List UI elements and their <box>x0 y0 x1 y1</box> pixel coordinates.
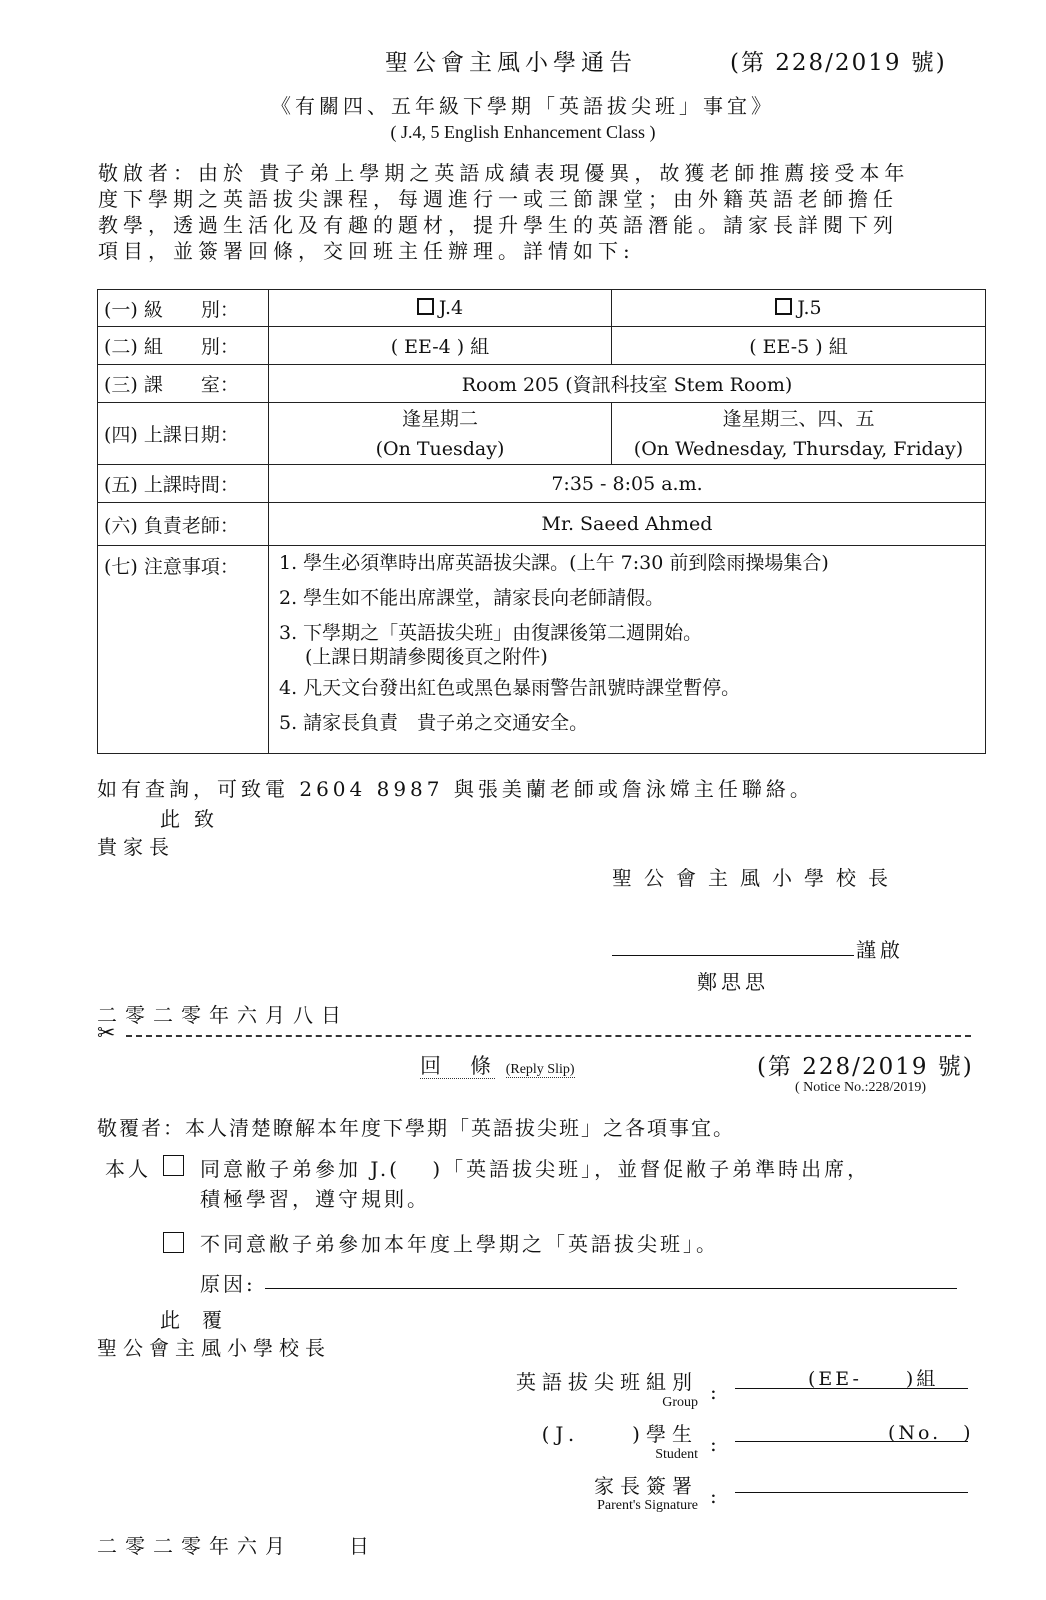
notice-date: 二零二零年六月八日 <box>97 1003 349 1027</box>
notice-title: 聖公會主風小學通告 <box>385 50 637 76</box>
table-row <box>98 503 986 546</box>
scissors-icon: ✂ <box>97 1021 116 1046</box>
grade-j4-cell: J.4 <box>269 290 612 327</box>
agree-option-text: 同意敝子弟參加 J.( )「英語拔尖班」，並督促敝子弟準時出席， <box>200 1157 871 1181</box>
disagree-option-text: 不同意敝子弟參加本年度上學期之「英語拔尖班」。 <box>200 1232 719 1256</box>
colon: : <box>710 1380 717 1404</box>
group-label: 英語拔尖班組別 <box>516 1370 698 1394</box>
date-j5-cell: 逢星期三、四、五 (On Wednesday, Thursday, Friday) <box>612 403 986 465</box>
table-row <box>98 465 986 503</box>
principal-signature-line <box>612 955 854 956</box>
group-j4-cell: ( EE-4 ) 組 <box>269 327 612 365</box>
colon: : <box>710 1484 717 1508</box>
reply-notice-number: (第 228/2019 號) <box>757 1054 974 1080</box>
intro-line: 度下學期之英語拔尖課程，每週進行一或三節課堂；由外籍英語老師擔任 <box>98 187 898 211</box>
row-label: (六) 負責老師： <box>98 503 269 546</box>
table-row <box>98 290 986 327</box>
room-cell: Room 205 (資訊科技室 Stem Room) <box>269 365 986 403</box>
reply-addressee: 聖公會主風小學校長 <box>97 1336 331 1360</box>
acknowledgement-text: 敬覆者：本人清楚瞭解本年度下學期「英語拔尖班」之各項事宜。 <box>97 1116 735 1140</box>
note-item: 5. 請家長負責 貴子弟之交通安全。 <box>279 712 589 734</box>
notice-subtitle: 《有關四、五年級下學期「英語拔尖班」事宜》 <box>271 94 775 118</box>
table-row <box>98 327 986 365</box>
principal-title: 聖公會主風小學校長 <box>612 866 900 890</box>
reply-salutation: 此覆 <box>160 1308 244 1332</box>
addressee: 貴家長 <box>97 835 175 859</box>
grade-j5-cell: J.5 <box>612 290 986 327</box>
notes-cell <box>269 546 986 754</box>
notice-number: (第 228/2019 號) <box>730 50 947 76</box>
group-label-en: Group <box>662 1395 698 1410</box>
notice-subtitle-en: ( J.4, 5 English Enhancement Class ) <box>390 122 656 142</box>
student-value: (No. ) <box>888 1422 974 1444</box>
signoff: 謹啟 <box>856 938 904 962</box>
note-item: 3. 下學期之「英語拔尖班」由復課後第二週開始。 <box>279 622 703 644</box>
disagree-checkbox[interactable] <box>163 1232 184 1253</box>
agree-option-text-2: 積極學習，遵守規則。 <box>200 1187 430 1211</box>
row-label: (三) 課 室： <box>98 365 269 403</box>
group-j5-cell: ( EE-5 ) 組 <box>612 327 986 365</box>
row-label: (一) 級 別： <box>98 290 269 327</box>
salutation: 此致 <box>160 807 228 831</box>
table-row <box>98 365 986 403</box>
time-cell: 7:35 - 8:05 a.m. <box>269 465 986 503</box>
benren-label: 本人 <box>105 1157 151 1181</box>
date-j4-cell: 逢星期二 (On Tuesday) <box>269 403 612 465</box>
note-item: (上課日期請參閱後頁之附件) <box>305 646 548 668</box>
group-value: (EE- )組 <box>808 1368 939 1390</box>
reason-label: 原因: <box>200 1272 256 1296</box>
note-item: 2. 學生如不能出席課堂，請家長向老師請假。 <box>279 587 665 609</box>
teacher-cell: Mr. Saeed Ahmed <box>269 503 986 546</box>
table-row <box>98 403 986 465</box>
intro-line: 敬啟者：由於 貴子弟上學期之英語成績表現優異，故獲老師推薦接受本年 <box>98 161 910 185</box>
signature-label: 家長簽署 <box>594 1474 698 1498</box>
table-row <box>98 546 986 754</box>
agree-checkbox[interactable] <box>163 1155 184 1176</box>
enquiry-text: 如有查詢，可致電 2604 8987 與張美蘭老師或詹泳嫦主任聯絡。 <box>97 777 814 801</box>
cut-line <box>126 1035 971 1037</box>
intro-paragraph <box>98 160 968 264</box>
row-label: (五) 上課時間： <box>98 465 269 503</box>
reply-slip-title: 回 條 (Reply Slip) <box>420 1054 575 1078</box>
principal-name: 鄭思思 <box>697 970 769 994</box>
checkbox-icon[interactable] <box>417 298 434 315</box>
reply-date: 二零二零年六月 日 <box>97 1534 377 1558</box>
note-item: 4. 凡天文台發出紅色或黑色暴雨警告訊號時課堂暫停。 <box>279 677 741 699</box>
student-label-en: Student <box>655 1447 698 1462</box>
row-label: (四) 上課日期： <box>98 403 269 465</box>
row-label: (七) 注意事項： <box>98 546 269 754</box>
class-info-table <box>97 289 986 754</box>
student-label: (J. )學生 <box>541 1422 698 1446</box>
reply-notice-number-en: ( Notice No.:228/2019) <box>795 1080 927 1095</box>
checkbox-icon[interactable] <box>775 298 792 315</box>
colon: : <box>710 1432 717 1456</box>
reason-field[interactable] <box>265 1288 957 1289</box>
note-item: 1. 學生必須準時出席英語拔尖課。(上午 7:30 前到陰雨操場集合) <box>279 552 829 574</box>
intro-line: 教學，透過生活化及有趣的題材，提升學生的英語潛能。請家長詳閱下列 <box>98 213 898 237</box>
row-label: (二) 組 別： <box>98 327 269 365</box>
signature-field[interactable] <box>735 1492 968 1493</box>
signature-label-en: Parent's Signature <box>597 1498 698 1513</box>
intro-line: 項目，並簽署回條，交回班主任辦理。詳情如下: <box>98 239 635 263</box>
